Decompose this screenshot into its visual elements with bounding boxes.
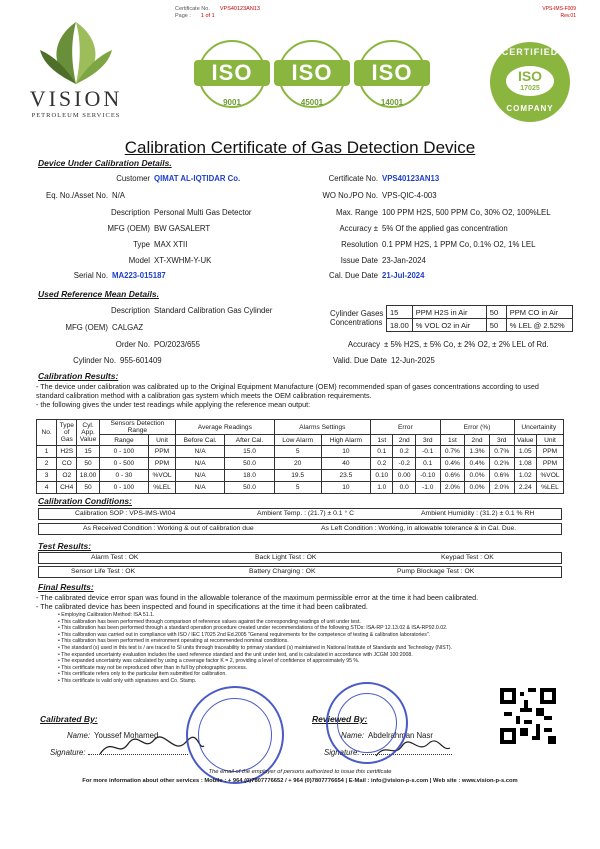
iso-mark: ISO <box>517 68 543 84</box>
gas-cell: 50 <box>486 319 506 332</box>
table-cell: O2 <box>57 470 77 482</box>
reviewed-by-label: Reviewed By: <box>312 714 368 724</box>
certified-label: CERTIFIED <box>501 47 559 57</box>
cylinder-gases-label <box>330 309 383 327</box>
eq-row <box>42 191 125 200</box>
gases-label-line2: Concentrations <box>330 318 383 327</box>
table-cell: 0.2 <box>393 446 415 458</box>
qhse-stamp <box>326 682 408 764</box>
table-row <box>37 446 564 458</box>
iso-14001-badge <box>358 40 426 112</box>
table-cell: 0.7% <box>489 446 514 458</box>
table-cell: 0.2 <box>371 458 393 470</box>
table-cell: 50 <box>77 458 99 470</box>
table-cell: PPM <box>536 446 563 458</box>
issue-row <box>300 256 426 265</box>
iso-number: 45001 <box>300 98 324 107</box>
gas-cell: 50 <box>486 306 506 319</box>
customer-value: QIMAT AL-IQTIDAR Co. <box>154 174 241 183</box>
note-item: • This calibration has been performed through a standard operation procedure created under recommendations of the following STDs: ISA-RP 12.13.02 & ISA-RP92.0.02. <box>58 625 448 632</box>
table-cell: N/A <box>176 482 225 494</box>
table-cell: 1.08 <box>514 458 536 470</box>
iso-17025-certified-badge <box>490 42 570 122</box>
range-label: Max. Range <box>335 208 378 217</box>
note-item: • The expanded uncertainty was calculated by using a coverage factor K = 2, providing a level of confidence of approximately 95 %. <box>58 658 360 665</box>
table-cell: 0.6% <box>489 470 514 482</box>
alarm-test: Alarm Test : OK <box>91 554 139 561</box>
table-cell: 2 <box>37 458 57 470</box>
table-cell: 0.6% <box>440 470 465 482</box>
gas-cell: PPM CO in Air <box>506 306 572 319</box>
table-cell: CO <box>57 458 77 470</box>
table-cell: H2S <box>57 446 77 458</box>
sub-err1: 1st <box>371 435 393 446</box>
table-cell: PPM <box>536 458 563 470</box>
conditions-section-heading: Calibration Conditions: <box>38 496 132 506</box>
form-rev: Rev.01 <box>560 13 576 19</box>
table-cell: 5 <box>274 446 321 458</box>
brand-tagline: PETROLEUM SERVICES <box>31 112 121 119</box>
results-table <box>36 419 564 494</box>
sensor-life-test: Sensor Life Test : OK <box>71 568 136 575</box>
customer-label: Customer <box>116 174 150 183</box>
results-body <box>37 446 564 494</box>
calibrator-name: Youssef Mohamed <box>94 731 159 740</box>
note-item: • This certificate is valid only with signatures and Co. Stamp. <box>58 677 197 684</box>
table-row <box>37 482 564 494</box>
table-cell: PPM <box>149 458 176 470</box>
notes-list <box>58 612 558 685</box>
serial-value: MA223-015187 <box>112 271 166 280</box>
results-section-heading: Calibration Results: <box>38 371 119 381</box>
qr-code-icon <box>500 688 556 744</box>
col-type: Type of Gas <box>57 420 77 446</box>
range-value: 100 PPM H2S, 500 PPM Co, 30% O2, 100%LEL <box>382 208 551 217</box>
form-code: VPS-IMS-F009 <box>542 6 576 12</box>
final-line-2: - The calibrated device has been inspected and found in specifications at the time it had been calibrated. <box>36 602 368 611</box>
sub-err2: 2nd <box>393 435 415 446</box>
sop-text: Calibration SOP : VPS-IMS-WI04 <box>75 510 176 517</box>
accuracy-row <box>300 224 508 233</box>
eq-label: Eq. No./Asset No. <box>46 191 108 200</box>
iso-9001-badge <box>198 40 266 112</box>
form-ref <box>542 6 576 20</box>
table-cell: 10 <box>321 482 370 494</box>
serial-row <box>42 271 166 280</box>
received-text: As Received Condition : Working & out of calibration due <box>83 525 254 532</box>
description-value: Personal Multi Gas Detector <box>154 208 252 217</box>
table-cell: N/A <box>176 458 225 470</box>
cylinder-gases-table <box>386 305 573 332</box>
brand-name: VISION <box>29 86 123 111</box>
sub-pct3: 3rd <box>489 435 514 446</box>
issue-value: 23-Jan-2024 <box>382 256 426 265</box>
cal-due-label: Cal. Due Date <box>329 271 378 280</box>
gas-cell: 18.00 <box>387 319 413 332</box>
range-row <box>300 208 551 217</box>
table-cell: 15 <box>77 446 99 458</box>
accuracy-value: 5% Of the applied gas concentration <box>382 224 508 233</box>
resolution-row <box>300 240 535 249</box>
humidity-text: Ambient Humidity : (31.2) ± 0.1 % RH <box>421 510 535 517</box>
col-cyl: Cyl. App. Value <box>77 420 99 446</box>
ref-accuracy-value: ± 5% H2S, ± 5% Co, ± 2% O2, ± 2% LEL of Rd. <box>384 340 549 349</box>
valid-row <box>330 356 435 365</box>
pump-test: Pump Blockage Test : OK <box>397 568 475 575</box>
col-avg: Average Readings <box>176 420 275 435</box>
col-alarms: Alarms Settings <box>274 420 370 435</box>
footer-line-2: For more information about other services : Mobile : + 964 (0)7807776652 / + 964 (0)7807776654 | E-Mail : info@vision-p-s.com | Web site : www.vision-p-s.com <box>82 778 518 784</box>
serial-label: Serial No. <box>73 271 108 280</box>
gas-row <box>387 306 573 319</box>
table-cell: 40 <box>321 458 370 470</box>
table-cell: -0.10 <box>415 470 440 482</box>
sub-before: Before Cal. <box>176 435 225 446</box>
table-cell: 3 <box>37 470 57 482</box>
gas-cell: PPM H2S in Air <box>412 306 486 319</box>
note-item: • This calibration has been performed through comparison of reference values against the corresponding readings of unit under test. <box>58 618 361 625</box>
sub-unit2: Unit <box>536 435 563 446</box>
battery-test: Battery Charging : OK <box>249 568 316 575</box>
table-cell: 0 - 100 <box>99 446 148 458</box>
mfg-row <box>42 224 210 233</box>
signature-label: Signature: <box>324 748 360 757</box>
resolution-value: 0.1 PPM H2S, 1 PPM Co, 0.1% O2, 1% LEL <box>382 240 536 249</box>
backlight-test: Back Light Test : OK <box>255 554 317 561</box>
sub-pct1: 1st <box>440 435 465 446</box>
cylinder-label: Cylinder No. <box>73 356 116 365</box>
valid-value: 12-Jun-2025 <box>391 356 435 365</box>
signature-label: Signature: <box>50 748 86 757</box>
results-paragraph: - The device under calibration was calibrated up to the Original Equipment Manufacture (OEM) recommended span of gases concentrations according to used standard calibration method with a calibration gas system which meets the OEM calibration requirements. <box>36 382 539 400</box>
type-row <box>42 240 187 249</box>
table-cell: 23.5 <box>321 470 370 482</box>
sub-range: Range <box>99 435 148 446</box>
reference-section-heading: Used Reference Mean Details. <box>38 289 159 299</box>
resolution-label: Resolution <box>341 240 378 249</box>
note-item: • This certificate may not be reproduced other than in full by photographic process. <box>58 664 248 671</box>
note-item: • This certificate refers only to the particular item submitted for calibration. <box>58 671 227 678</box>
table-cell: 1.0 <box>371 482 393 494</box>
table-cell: 20 <box>274 458 321 470</box>
table-cell: 0.0 <box>393 482 415 494</box>
table-cell: 5 <box>274 482 321 494</box>
col-error: Error <box>371 420 441 435</box>
note-item: • This calibration has been performed in environment operating at recommended nominal conditions. <box>58 638 289 645</box>
name-label: Name: <box>341 731 364 740</box>
accuracy-label: Accuracy ± <box>339 224 378 233</box>
note-item: • This calibration was carried out in compliance with ISO / IEC 17025 2nd Ed.2005 "General requirements for the competence of testing & calibration laboratories". <box>58 631 431 638</box>
table-cell: 2.0% <box>440 482 465 494</box>
sub-err3: 3rd <box>415 435 440 446</box>
gas-cell: % LEL @ 2.52% <box>506 319 572 332</box>
results-subheader-row <box>37 435 564 446</box>
note-item: • The expanded uncertainty evaluation includes the used reference standard and the unit under test, and is calculated in accordance with JCGM 100:2008. <box>58 651 413 658</box>
table-cell: 0.2% <box>489 458 514 470</box>
table-cell: 2.24 <box>514 482 536 494</box>
sub-value: Value <box>514 435 536 446</box>
model-row <box>42 256 211 265</box>
wo-label: WO No./PO No. <box>322 191 378 200</box>
table-cell: 0.1 <box>415 458 440 470</box>
table-cell: N/A <box>176 446 225 458</box>
order-row <box>42 340 200 349</box>
iso-number: 9001 <box>223 98 241 107</box>
sub-after: After Cal. <box>225 435 274 446</box>
table-cell: 1.3% <box>465 446 490 458</box>
left-text: As Left Condition : Working, in allowable tolerance & in Cal. Due. <box>321 525 517 532</box>
tests-row-2 <box>38 566 562 578</box>
table-cell: 0.1 <box>371 446 393 458</box>
gases-label-line1: Cylinder Gases <box>330 309 384 318</box>
temp-text: Ambient Temp. : (21.7) ± 0.1 ° C <box>257 510 354 517</box>
table-cell: CH4 <box>57 482 77 494</box>
col-error-pct: Error (%) <box>440 420 514 435</box>
page-title: Calibration Certificate of Gas Detection Device <box>124 138 476 157</box>
table-cell: 0 - 500 <box>99 458 148 470</box>
order-value: PO/2023/655 <box>154 340 200 349</box>
sub-low: Low Alarm <box>274 435 321 446</box>
model-label: Model <box>128 256 150 265</box>
table-cell: 1.05 <box>514 446 536 458</box>
col-no: No. <box>37 420 57 446</box>
vision-logo <box>20 20 132 120</box>
table-cell: 0.7% <box>440 446 465 458</box>
table-cell: 18.0 <box>225 470 274 482</box>
certno-label: Certificate No. <box>328 174 378 183</box>
table-cell: PPM <box>149 446 176 458</box>
note-item: • The standard (s) used in this test is / are traced to SI units through traceability to primary standard (s) maintained in National Institute of Standards and Technology (NIST). <box>58 644 453 651</box>
page-value: 1 of 1 <box>200 13 215 19</box>
table-row <box>37 458 564 470</box>
table-row <box>37 470 564 482</box>
reviewer-name: Abdelrahman Nasr <box>368 731 434 740</box>
company-label: COMPANY <box>506 104 554 113</box>
wo-value: VPS-QIC-4-003 <box>382 191 437 200</box>
issue-label: Issue Date <box>340 256 378 265</box>
table-cell: 50.0 <box>225 458 274 470</box>
ref-accuracy-label: Accuracy <box>347 340 380 349</box>
table-cell: 0.10 <box>371 470 393 482</box>
customer-row <box>42 174 240 183</box>
footer-line-1: The email of the employer of persons authorized to issue this certificate <box>208 769 392 775</box>
table-cell: 0.4% <box>440 458 465 470</box>
final-section-heading: Final Results: <box>38 582 94 592</box>
results-header-row <box>37 420 564 435</box>
ref-mfg-row <box>42 323 143 332</box>
tests-section-heading: Test Results: <box>38 541 92 551</box>
col-uncert: Uncertainity <box>514 420 563 435</box>
table-cell: %LEL <box>536 482 563 494</box>
gas-cell: 15 <box>387 306 413 319</box>
certno-value: VPS40123AN13 <box>382 174 440 183</box>
cert-meta <box>175 6 260 20</box>
iso-mark: ISO <box>274 60 350 86</box>
table-cell: -0.1 <box>415 446 440 458</box>
table-cell: 19.5 <box>274 470 321 482</box>
type-value: MAX XTII <box>154 240 188 249</box>
ref-accuracy-row <box>330 340 549 349</box>
table-cell: %VOL <box>149 470 176 482</box>
table-cell: 0.00 <box>393 470 415 482</box>
calibrated-by-label: Calibrated By: <box>40 714 98 724</box>
cal-due-row <box>300 271 424 280</box>
conditions-row-2 <box>38 523 562 535</box>
ref-mfg-value: CALGAZ <box>112 323 144 332</box>
table-cell: 18.00 <box>77 470 99 482</box>
description-label: Description <box>111 208 150 217</box>
ref-description-label: Description <box>111 306 150 315</box>
cylinder-value: 955-601409 <box>120 356 162 365</box>
mfg-label: MFG (OEM) <box>107 224 150 233</box>
cert-no-value: VPS40123AN13 <box>219 6 260 12</box>
page-label: Page : <box>175 13 191 19</box>
order-label: Order No. <box>115 340 150 349</box>
keypad-test: Keypad Test : OK <box>441 554 494 561</box>
table-cell: 50 <box>77 482 99 494</box>
col-range: Sensors Detection Range <box>99 420 175 435</box>
gas-cell: % VOL O2 in Air <box>412 319 486 332</box>
table-cell: 0.0% <box>465 482 490 494</box>
results-paragraph-2: - the following gives the under test readings while applying the reference mean output: <box>36 400 311 409</box>
ref-description-row <box>42 306 272 315</box>
valid-label: Valid. Due Date <box>332 356 387 365</box>
device-section-heading: Device Under Calibration Details. <box>38 158 172 168</box>
iso-45001-badge <box>278 40 346 112</box>
table-cell: 50.0 <box>225 482 274 494</box>
table-cell: 15.0 <box>225 446 274 458</box>
gas-row <box>387 319 573 332</box>
table-cell: 0.0% <box>465 470 490 482</box>
table-cell: N/A <box>176 470 225 482</box>
model-value: XT-XWHM-Y-UK <box>154 256 212 265</box>
table-cell: %LEL <box>149 482 176 494</box>
ref-mfg-label: MFG (OEM) <box>65 323 108 332</box>
table-cell: 1.02 <box>514 470 536 482</box>
leaf-emblem-icon <box>20 20 132 88</box>
wo-row <box>300 191 437 200</box>
cal-due-value: 21-Jul-2024 <box>382 271 425 280</box>
certno-row <box>300 174 439 183</box>
table-cell: 0 - 30 <box>99 470 148 482</box>
table-cell: 10 <box>321 446 370 458</box>
conditions-row-1 <box>38 508 562 520</box>
cylinder-row <box>42 356 162 365</box>
eq-value: N/A <box>112 191 125 200</box>
table-cell: 1 <box>37 446 57 458</box>
description-row <box>42 208 252 217</box>
type-label: Type <box>133 240 150 249</box>
final-line-1: - The calibrated device error span was found in the allowable tolerance of the maximum permissible error at the time it had been calibrated. <box>36 593 479 602</box>
iso-mark: ISO <box>194 60 270 86</box>
table-cell: 0 - 100 <box>99 482 148 494</box>
tests-row-1 <box>38 552 562 564</box>
mfg-value: BW GASALERT <box>154 224 211 233</box>
table-cell: 2.0% <box>489 482 514 494</box>
name-label: Name: <box>67 731 90 740</box>
table-cell: 4 <box>37 482 57 494</box>
iso-mark: ISO <box>354 60 430 86</box>
footer <box>40 768 560 786</box>
iso-number: 17025 <box>520 85 540 92</box>
table-cell: 0.4% <box>465 458 490 470</box>
sub-unit: Unit <box>149 435 176 446</box>
table-cell: -1.0 <box>415 482 440 494</box>
iso-number: 14001 <box>380 98 404 107</box>
table-cell: %VOL <box>536 470 563 482</box>
sub-high: High Alarm <box>321 435 370 446</box>
table-cell: -0.2 <box>393 458 415 470</box>
sub-pct2: 2nd <box>465 435 490 446</box>
cert-no-label: Certificate No. <box>175 6 210 12</box>
ref-description-value: Standard Calibration Gas Cylinder <box>154 306 273 315</box>
note-item: • Employing Calibration Method: ISA 51.1. <box>58 612 155 618</box>
